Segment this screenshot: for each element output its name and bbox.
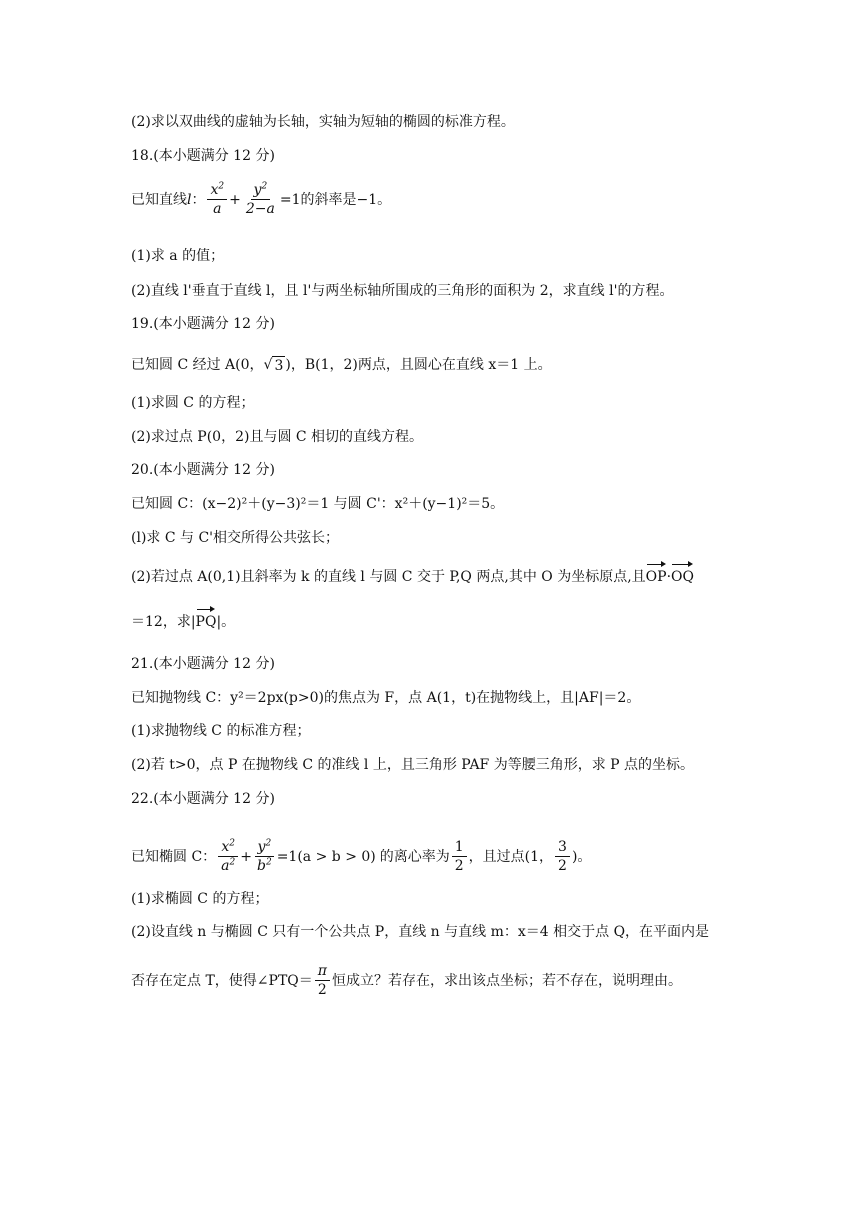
q22-heading: [131, 789, 275, 809]
q20-heading-text: 20.(本小题满分 12 分): [131, 462, 275, 478]
q20-part2-line2: [131, 612, 235, 632]
q20-part2-line1: [131, 567, 694, 587]
q19-part1: [131, 393, 254, 413]
q20-heading: [131, 460, 275, 480]
q22-stem-suffix: )。: [571, 848, 592, 865]
q22-frac2-num: y: [257, 839, 266, 855]
q19-sqrt: √ 3: [263, 357, 284, 374]
q22-heading-text: 22.(本小题满分 12 分): [131, 791, 275, 807]
q22-plus: +: [240, 848, 252, 865]
q22-eccentricity-fraction: [452, 838, 467, 875]
q20-vector-oq: OQ: [671, 569, 694, 585]
q18-heading-text: 18.(本小题满分 12 分): [131, 148, 275, 164]
q19-stem-suffix: )，B(1，2)两点，且圆心在直线 x＝1 上。: [285, 357, 552, 373]
q22-pi-fraction: [315, 962, 330, 999]
q22-part1-text: (1)求椭圆 C 的方程；: [131, 891, 269, 907]
q21-part2: [131, 755, 694, 775]
q22-part2-line2: [131, 962, 682, 999]
q18-stem-prefix: 已知直线: [131, 191, 187, 208]
q20-stem: [131, 494, 504, 514]
q20-stem-text: 已知圆 C：(x−2)²＋(y−3)²＝1 与圆 C'：x²＋(y−1)²＝5。: [131, 496, 505, 512]
q21-heading: [131, 654, 275, 674]
q19-part1-text: (1)求圆 C 的方程；: [131, 395, 255, 411]
q20-vector-pq: PQ: [195, 614, 217, 630]
q22-stem-prefix: 已知椭圆 C：: [131, 848, 217, 865]
q17-part2-text: (2)求以双曲线的虚轴为长轴，实轴为短轴的椭圆的标准方程。: [131, 114, 515, 130]
q18-colon: ：: [191, 191, 206, 208]
q18-frac2-den: 2−a: [245, 201, 275, 217]
q22-ecc-den: 2: [454, 858, 464, 874]
q20-part2b-prefix: ＝12，求|: [131, 614, 196, 630]
q19-stem: [131, 355, 552, 375]
q22-point-prefix: ，且过点(1，: [468, 848, 554, 865]
q22-pi-den: 2: [317, 982, 327, 998]
q20-dot: ·: [666, 569, 672, 585]
q22-pt-num: 3: [555, 838, 570, 857]
q22-part1: [131, 889, 268, 909]
q22-fraction-y: $\frac{y^2}{b^2}$: [254, 838, 275, 875]
q19-part2: [131, 427, 423, 447]
q22-fraction-x: $\frac{x^2}{a^2}$: [218, 838, 238, 875]
q21-part1: [131, 721, 310, 741]
q21-stem-text: 已知抛物线 C：y²＝2px(p>0)的焦点为 F，点 A(1，t)在抛物线上，且|AF|＝2。: [131, 690, 641, 706]
q18-part2-text: (2)直线 l'垂直于直线 l，且 l'与两坐标轴所围成的三角形的面积为 2，求直线 l'的方程。: [131, 283, 674, 299]
q22-frac2-den: b: [257, 858, 266, 874]
q22-pi-num: π: [315, 962, 330, 981]
q19-heading-text: 19.(本小题满分 12 分): [131, 316, 275, 332]
q22-part2-line1: [131, 922, 709, 942]
q22-pt-den: 2: [558, 858, 567, 874]
q18-heading: [131, 146, 275, 166]
q22-ecc-num: 1: [452, 838, 467, 857]
q18-stem: [131, 181, 391, 218]
q21-part2-text: (2)若 t>0，点 P 在抛物线 C 的准线 l 上，且三角形 PAF 为等腰三角形，求 P 点的坐标。: [131, 757, 695, 773]
q18-plus: +: [229, 191, 241, 208]
q18-line-l: l: [187, 191, 192, 208]
q18-fraction-2: $\frac{y^2}{2-a}$: [243, 181, 278, 218]
q18-stem-suffix: 的斜率是−1。: [300, 191, 392, 208]
q22-part2b-suffix: 恒成立？若存在，求出该点坐标；若不存在，说明理由。: [331, 972, 682, 989]
q19-sqrt-radicand: 3: [274, 357, 284, 374]
q22-part2b-prefix: 否存在定点 T，使得∠PTQ＝: [131, 972, 313, 989]
q22-stem: [131, 838, 591, 875]
q18-fraction-1: $\frac{x^2}{a}$: [207, 181, 227, 218]
q21-part1-text: (1)求抛物线 C 的标准方程；: [131, 723, 311, 739]
q22-point-fraction: [555, 838, 570, 875]
q20-part2b-suffix: |。: [216, 614, 236, 630]
q19-heading: [131, 314, 275, 334]
q20-part2-prefix: (2)若过点 A(0,1)且斜率为 k 的直线 l 与圆 C 交于 P,Q 两点,其中 O 为坐标原点,且: [131, 569, 646, 585]
q18-frac1-num: x: [210, 182, 219, 198]
q18-equals-one: =1: [279, 191, 301, 208]
q19-part2-text: (2)求过点 P(0，2)且与圆 C 相切的直线方程。: [131, 429, 424, 445]
q20-vector-op: OP: [645, 569, 667, 585]
q18-part1: [131, 246, 224, 266]
q20-part1: [131, 528, 339, 548]
q18-frac2-num: y: [253, 182, 262, 198]
q21-heading-text: 21.(本小题满分 12 分): [131, 656, 275, 672]
q22-frac1-den: a: [221, 858, 230, 874]
q20-part1-text: (l)求 C 与 C'相交所得公共弦长；: [131, 530, 340, 546]
q22-condition: =1(a > b > 0): [276, 848, 376, 865]
q18-part1-text: (1)求 a 的值；: [131, 248, 225, 264]
q22-eccentricity-label: 的离心率为: [379, 848, 450, 865]
q22-part2-text-a: (2)设直线 n 与椭圆 C 只有一个公共点 P，直线 n 与直线 m：x＝4 相交于点 Q，在平面内是: [131, 924, 710, 940]
q22-frac1-num: x: [221, 839, 230, 855]
q19-stem-prefix: 已知圆 C 经过 A(0，: [131, 357, 264, 373]
q18-part2: [131, 281, 673, 301]
q18-frac1-den: a: [213, 201, 222, 217]
q21-stem: [131, 688, 640, 708]
q17-part2: [131, 112, 515, 132]
